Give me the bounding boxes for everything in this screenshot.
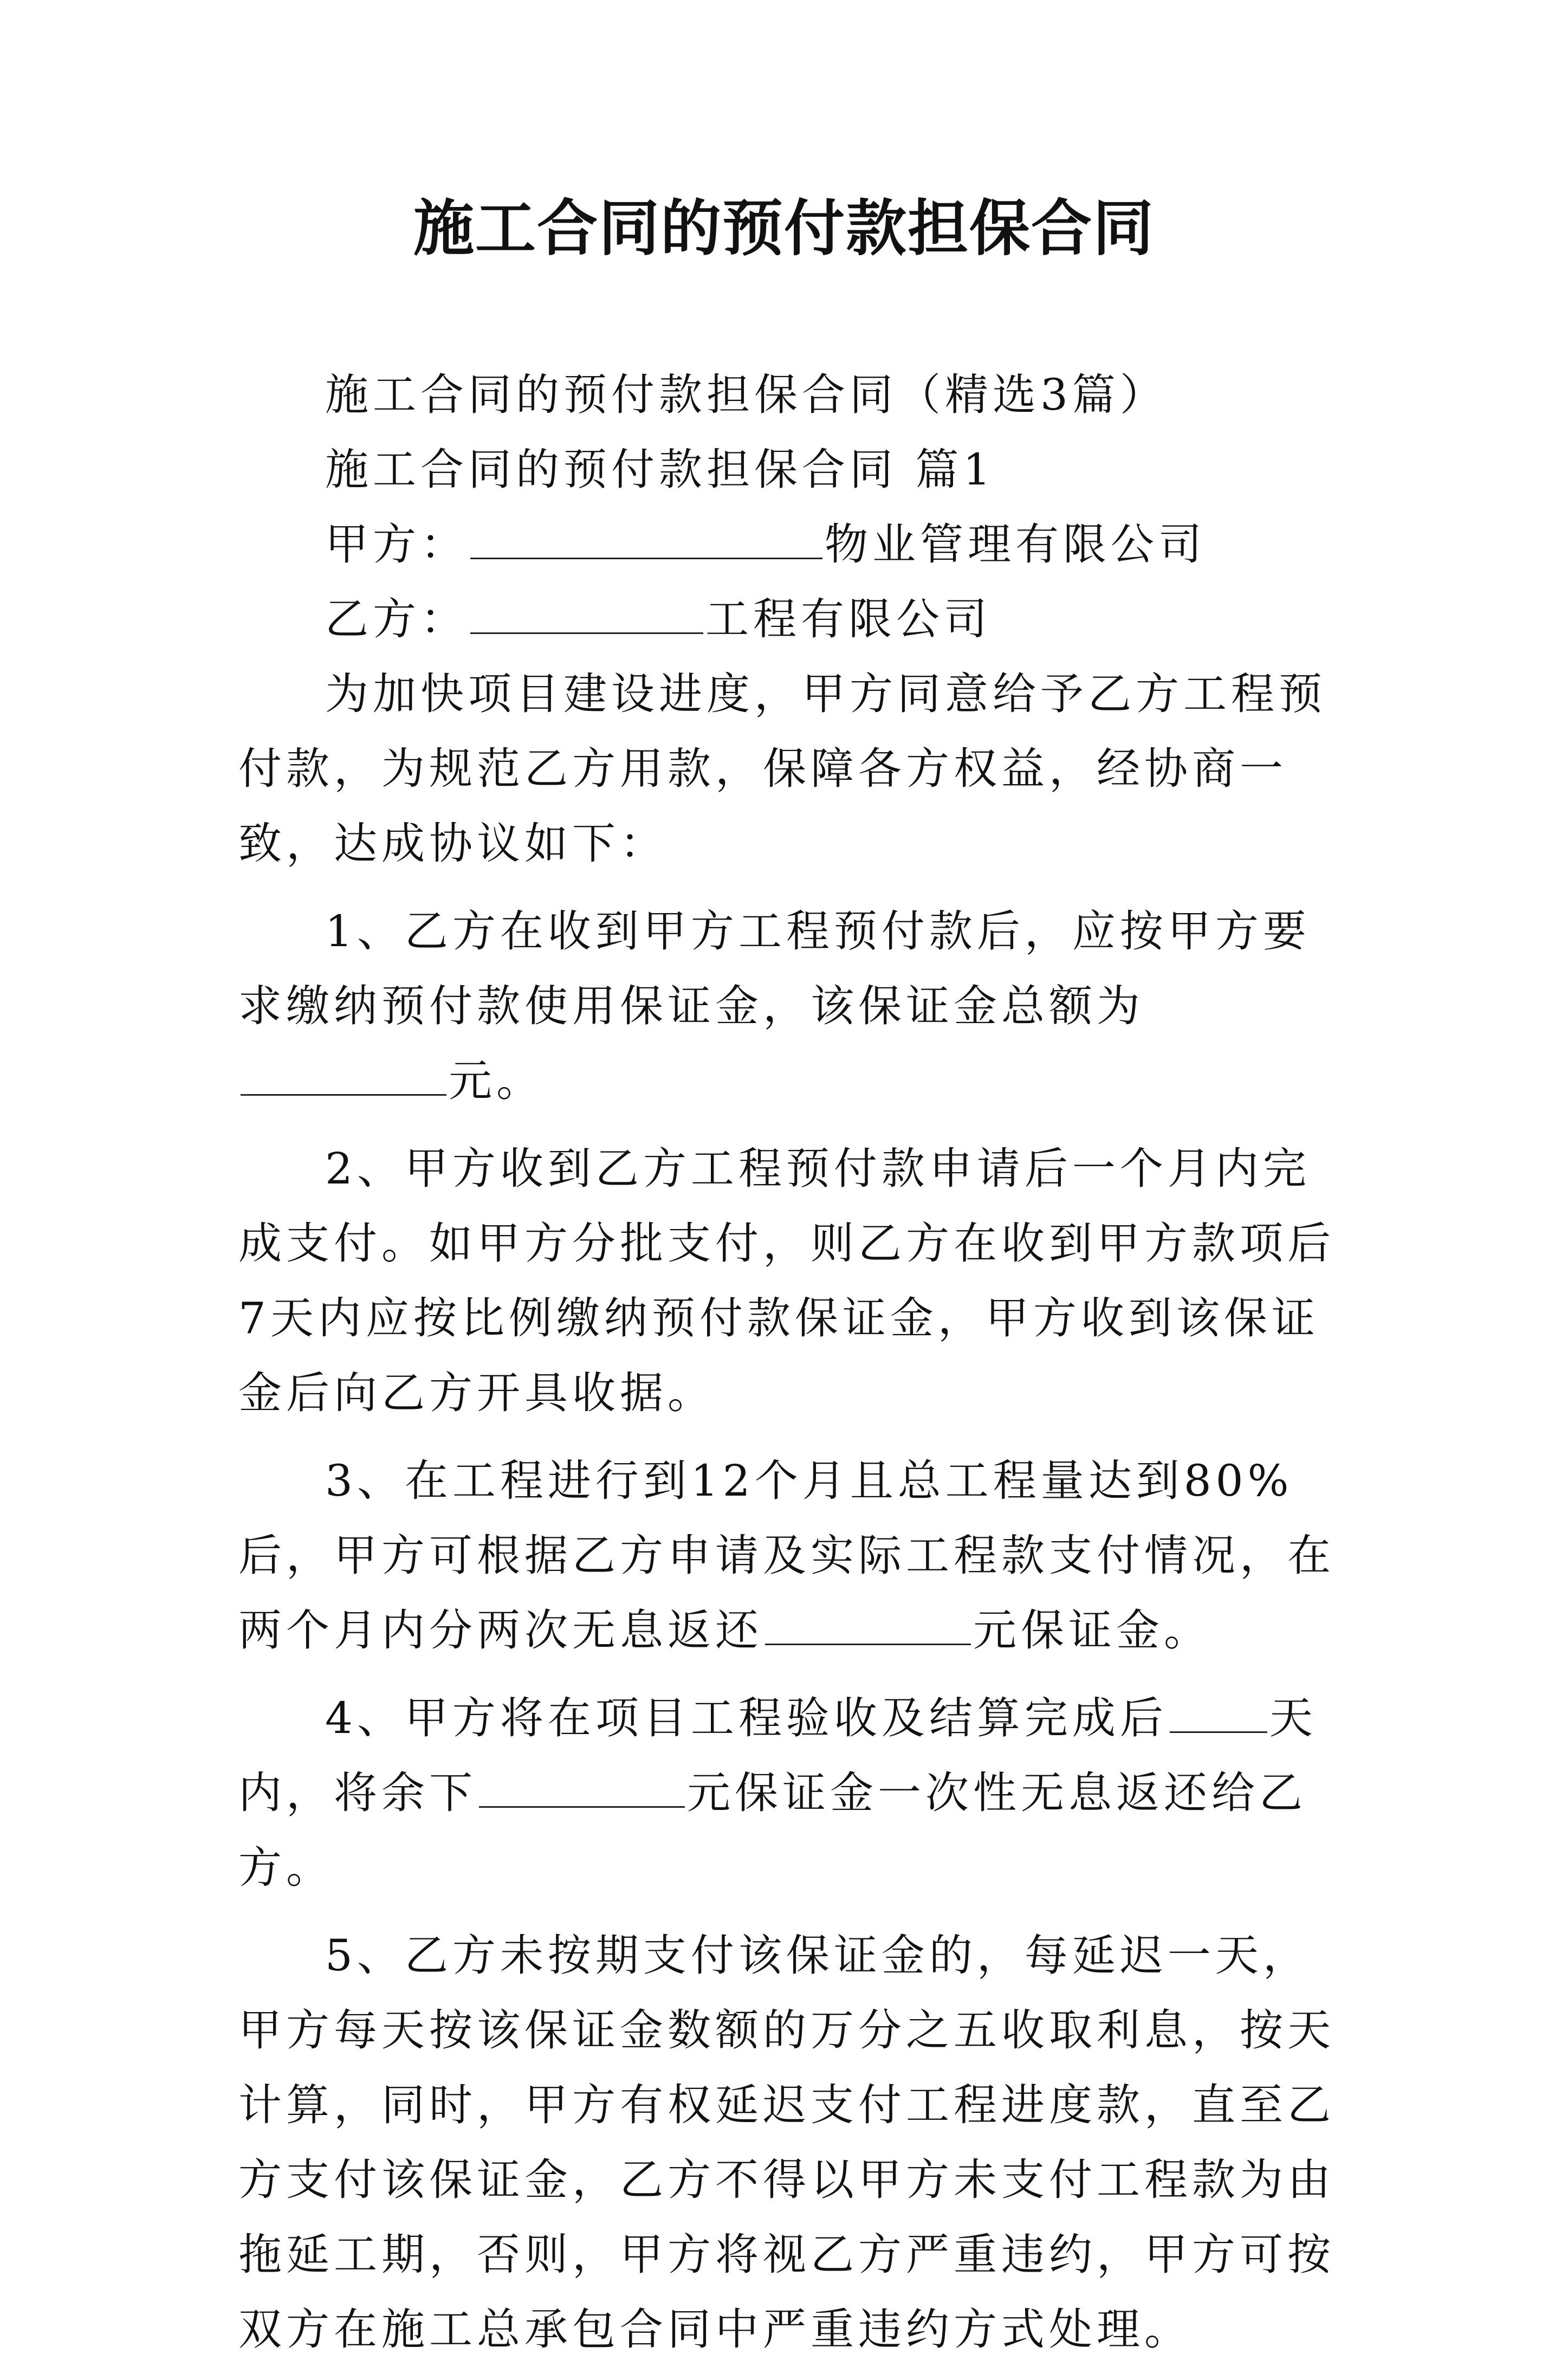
party-b-suffix: 工程有限公司 — [705, 594, 992, 644]
party-a-line — [238, 507, 1344, 582]
clause-3-unit: 元保证金。 — [973, 1605, 1211, 1655]
clause-1-unit: 元。 — [449, 1056, 544, 1106]
party-b-blank — [470, 594, 703, 634]
clause-4-text: 4、甲方将在项目工程验收及结算完成后 — [325, 1693, 1168, 1743]
clause-4-amount-blank — [479, 1768, 685, 1808]
document-subtitle: 施工合同的预付款担保合同（精选3篇） — [325, 370, 1168, 420]
party-b-label: 乙方： — [325, 594, 468, 644]
document-title: 施工合同的预付款担保合同 — [413, 193, 1155, 264]
clause-1-amount-blank — [241, 1056, 446, 1096]
clause-1-text: 1、乙方在收到甲方工程预付款后，应按甲方要求缴纳预付款使用保证金，该保证金总额为 — [238, 906, 1311, 1031]
clause-4-days-blank — [1170, 1693, 1267, 1733]
intro-paragraph: 为加快项目建设进度，甲方同意给予乙方工程预付款，为规范乙方用款，保障各方权益，经协商一致，达成协议如下： — [238, 669, 1326, 869]
clause-1 — [238, 894, 1344, 1118]
party-a-blank — [470, 520, 822, 559]
clause-4 — [238, 1681, 1344, 1905]
clause-3-amount-blank — [765, 1606, 971, 1645]
clause-2: 2、甲方收到乙方工程预付款申请后一个月内完成支付。如甲方分批支付，则乙方在收到甲方款项后7天内应按比例缴纳预付款保证金，甲方收到该保证金后向乙方开具收据。 — [238, 1143, 1335, 1418]
document-body — [238, 358, 1344, 2367]
party-a-suffix: 物业管理有限公司 — [825, 519, 1206, 570]
clause-5: 5、乙方未按期支付该保证金的，每延迟一天，甲方每天按该保证金数额的万分之五收取利息，按天计算，同时，甲方有权延迟支付工程进度款，直至乙方支付该保证金，乙方不得以甲方未支付工程款为由拖延工期，否则，甲方将视乙方严重违约，甲方可按双方在施工总承包合同中严重违约方式处理。 — [238, 1930, 1335, 2355]
party-b-line — [238, 582, 1344, 657]
section-heading: 施工合同的预付款担保合同 篇1 — [325, 444, 995, 495]
clause-3 — [238, 1444, 1344, 1668]
clause-4-unit: 元保证金一次性无息返还给乙方。 — [238, 1768, 1307, 1893]
party-a-label: 甲方： — [325, 519, 468, 570]
clause-4-middle: 天内，将余下 — [238, 1693, 1317, 1818]
clause-3-text: 3、在工程进行到12个月且总工程量达到80%后，甲方可根据乙方申请及实际工程款支付情况，在两个月内分两次无息返还 — [238, 1456, 1335, 1655]
